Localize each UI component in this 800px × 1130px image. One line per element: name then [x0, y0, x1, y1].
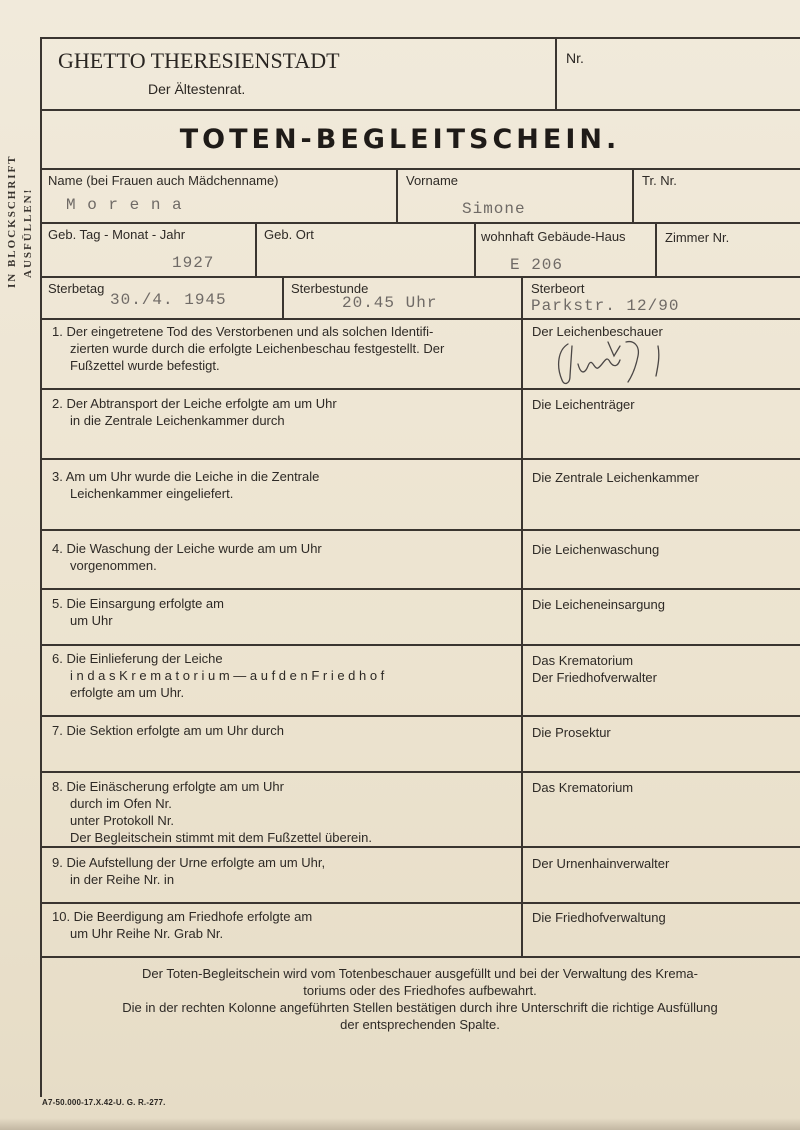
section-7-authority: Die Prosektur [532, 725, 611, 740]
trnr-label: Tr. Nr. [642, 173, 677, 188]
footer-line-2: toriums oder des Friedhofes aufbewahrt. [303, 983, 537, 998]
section-9-authority: Der Urnenhainverwalter [532, 856, 670, 871]
page-edge-shadow [0, 1118, 800, 1130]
section-line-7 [40, 771, 800, 773]
footer-line-3: Die in der rechten Kolonne angeführten Stellen bestätigen durch ihre Unterschrift die richtige Ausfüllung [122, 1000, 718, 1015]
print-code: A7-50.000-17.X.42-U. G. R.-277. [42, 1098, 166, 1107]
gebtag-label: Geb. Tag - Monat - Jahr [48, 227, 186, 242]
section-5-authority: Die Leicheneinsargung [532, 597, 665, 612]
section-7-line-1: 7. Die Sektion erfolgte am um Uhr durch [52, 723, 284, 738]
section-8-line-4: Der Begleitschein stimmt mit dem Fußzettel überein. [70, 830, 372, 845]
section-4-line-1: 4. Die Waschung der Leiche wurde am um Uhr [52, 541, 322, 556]
frame-top [40, 37, 800, 39]
section-line-6 [40, 715, 800, 717]
section-1-line-3: Fußzettel wurde befestigt. [70, 358, 220, 373]
section-8-line-1: 8. Die Einäscherung erfolgte am um Uhr [52, 779, 284, 794]
section-8-authority: Das Krematorium [532, 780, 634, 795]
org-name: GHETTO THERESIENSTADT [58, 48, 340, 73]
handwritten-signature [548, 336, 678, 388]
footer-line-1: Der Toten-Begleitschein wird vom Totenbeschauer ausgefüllt und bei der Verwaltung des Krema- [142, 966, 698, 981]
header-divider [555, 37, 557, 109]
sterbestunde-value: 20.45 Uhr [342, 294, 438, 312]
wohnhaft-label: wohnhaft Gebäude-Haus [481, 229, 626, 244]
section-8-line-2: durch im Ofen Nr. [70, 796, 172, 811]
name-label: Name (bei Frauen auch Mädchenname) [48, 173, 279, 188]
section-6-line-1: 6. Die Einlieferung der Leiche [52, 651, 223, 666]
side-instruction-2: AUSFÜLLEN! [22, 187, 34, 278]
sterbetag-value: 30./4. 1945 [110, 291, 227, 309]
section-4-line-2: vorgenommen. [70, 558, 157, 573]
sterbeort-value: Parkstr. 12/90 [531, 297, 680, 315]
grid-line-3 [40, 276, 800, 278]
footer-line-4: der entsprechenden Spalte. [340, 1017, 500, 1032]
section-2-line-2: in die Zentrale Leichenkammer durch [70, 413, 285, 428]
section-line-5 [40, 644, 800, 646]
grid-line-4 [40, 318, 800, 320]
section-line-9 [40, 902, 800, 904]
section-3-line-2: Leichenkammer eingeliefert. [70, 486, 234, 501]
section-1-line-1: 1. Der eingetretene Tod des Verstorbenen und als solchen Identifi- [52, 324, 434, 339]
section-6-authority-2: Der Friedhofverwalter [532, 670, 657, 685]
section-5-line-2: um Uhr [70, 613, 113, 628]
frame-left [40, 37, 42, 1097]
vline-r2c [655, 222, 657, 276]
nr-label: Nr. [566, 50, 584, 66]
gebtag-value: 1927 [172, 254, 215, 272]
grid-line-1 [40, 168, 800, 170]
header-bottom-line [40, 109, 800, 111]
section-6-authority-1: Das Krematorium [532, 653, 634, 668]
section-10-line-1: 10. Die Beerdigung am Friedhofe erfolgte am [52, 909, 313, 924]
section-line-1 [40, 388, 800, 390]
section-1-line-2: zierten wurde durch die erfolgte Leichenbeschau festgestellt. Der [70, 341, 445, 356]
vorname-label: Vorname [406, 173, 459, 188]
name-value: M o r e n a [66, 196, 183, 214]
section-4-authority: Die Leichenwaschung [532, 542, 660, 557]
section-1-authority: Der Leichenbeschauer [532, 324, 663, 339]
section-2-authority: Die Leichenträger [532, 397, 635, 412]
section-line-8 [40, 846, 800, 848]
section-line-4 [40, 588, 800, 590]
section-6-line-3: erfolgte am um Uhr. [70, 685, 185, 700]
vline-r1b [632, 168, 634, 222]
section-3-authority: Die Zentrale Leichenkammer [532, 470, 699, 485]
section-8-line-3: unter Protokoll Nr. [70, 813, 175, 828]
section-9-line-1: 9. Die Aufstellung der Urne erfolgte am um Uhr, [52, 855, 326, 870]
vline-r2a [255, 222, 257, 276]
section-10-authority: Die Friedhofverwaltung [532, 910, 666, 925]
council-name: Der Ältestenrat. [148, 81, 246, 97]
sections-center-divider [521, 318, 523, 956]
sterbeort-label: Sterbeort [531, 281, 585, 296]
section-line-10 [40, 956, 800, 958]
section-9-line-2: in der Reihe Nr. in [70, 872, 175, 887]
sterbestunde-label: Sterbestunde [291, 281, 369, 296]
section-10-line-2: um Uhr Reihe Nr. Grab Nr. [70, 926, 224, 941]
section-6-line-2: i n d a s K r e m a t o r i u m — a u f d e n F r i e d h o f [70, 668, 385, 683]
gebort-label: Geb. Ort [264, 227, 314, 242]
side-instruction-1: IN BLOCKSCHRIFT [6, 154, 18, 288]
section-2-line-1: 2. Der Abtransport der Leiche erfolgte am um Uhr [52, 396, 337, 411]
vline-r2b [474, 222, 476, 276]
section-3-line-1: 3. Am um Uhr wurde die Leiche in die Zentrale [52, 469, 320, 484]
vline-r3b [521, 276, 523, 318]
vorname-value: Simone [462, 200, 526, 218]
grid-line-2 [40, 222, 800, 224]
vline-r1a [396, 168, 398, 222]
vline-r3a [282, 276, 284, 318]
section-line-3 [40, 529, 800, 531]
wohnhaft-value: E 206 [510, 256, 564, 274]
document-title: TOTEN-BEGLEITSCHEIN. [179, 124, 621, 155]
zimmer-label: Zimmer Nr. [665, 230, 730, 245]
section-5-line-1: 5. Die Einsargung erfolgte am [52, 596, 224, 611]
section-line-2 [40, 458, 800, 460]
sterbetag-label: Sterbetag [48, 281, 105, 296]
